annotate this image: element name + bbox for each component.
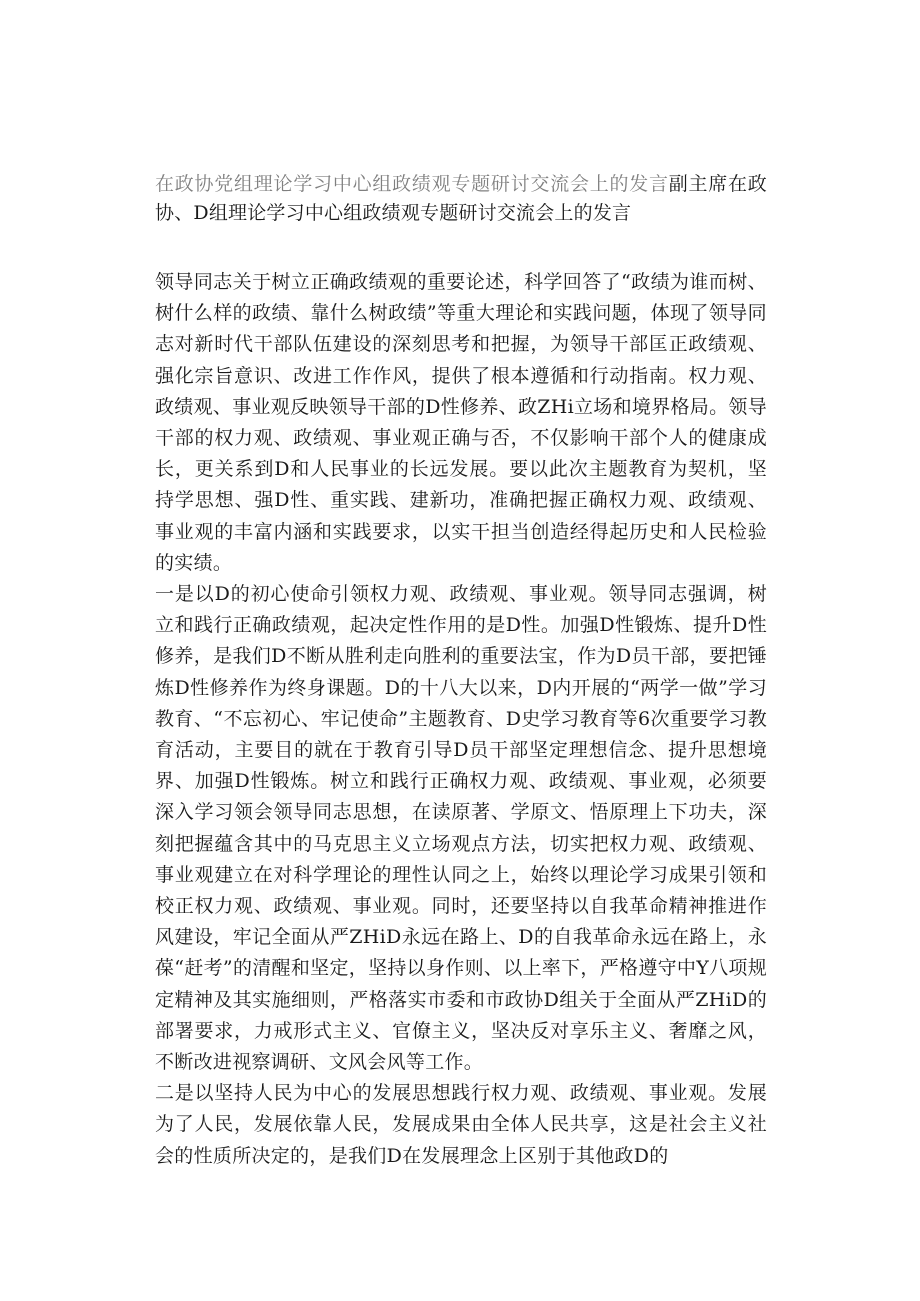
document-title <box>155 170 767 228</box>
paragraph-section-two: 二是以坚持人民为中心的发展思想践行权力观、政绩观、事业观。发展为了人民，发展依靠人民，发展成果由全体人民共享，这是社会主义社会的性质所决定的，是我们D在发展理念上区别于其他政D的 <box>155 1082 767 1167</box>
paragraph-intro: 领导同志关于树立正确政绩观的重要论述，科学回答了“政绩为谁而树、树什么样的政绩、靠什么树政绩”等重大理论和实践问题，体现了领导同志对新时代干部队伍建设的深刻思考和把握，为领导干部匡正政绩观、强化宗旨意识、改进工作作风，提供了根本遵循和行动指南。权力观、政绩观、事业观反映领导干部的D性修养、政ZHi立场和境界格局。领导干部的权力观、政绩观、事业观正确与否，不仅影响干部个人的健康成长，更关系到D和人民事业的长远发展。要以此次主题教育为契机，坚持学思想、强D性、重实践、建新功，准确把握正确权力观、政绩观、事业观的丰富内涵和实践要求，以实干担当创造经得起历史和人民检验的实绩。 <box>155 271 767 574</box>
document-body <box>155 170 767 1172</box>
title-text: 副主席在政协、D组理论学习中心组政绩观专题研讨交流会上的发言 <box>155 173 767 224</box>
paragraph-section-one: 一是以D的初心使命引领权力观、政绩观、事业观。领导同志强调，树立和践行正确政绩观，起决定性作用的是D性。加强D性锻炼、提升D性修养，是我们D不断从胜利走向胜利的重要法宝，作为D员干部，要把锤炼D性修养作为终身课题。D的十八大以来，D内开展的“两学一做”学习教育、“不忘初心、牢记使命”主题教育、D史学习教育等6次重要学习教育活动，主要目的就在于教育引导D员干部坚定理想信念、提升思想境界、加强D性锻炼。树立和践行正确权力观、政绩观、事业观，必须要深入学习领会领导同志思想，在读原著、学原文、悟原理上下功夫，深刻把握蕴含其中的马克思主义立场观点方法，切实把权力观、政绩观、事业观建立在对科学理论的理性认同之上，始终以理论学习成果引领和校正权力观、政绩观、事业观。同时，还要坚持以自我革命精神推进作风建设，牢记全面从严ZHiD永远在路上、D的自我革命永远在路上，永葆“赶考”的清醒和坚定，坚持以身作则、以上率下，严格遵守中Y八项规定精神及其实施细则，严格落实市委和市政协D组关于全面从严ZHiD的部署要求，力戒形式主义、官僚主义，坚决反对享乐主义、奢靡之风，不断改进视察调研、文风会风等工作。 <box>155 583 767 1074</box>
title-link[interactable]: 在政协党组理论学习中心组政绩观专题研讨交流会上的发言 <box>155 173 669 195</box>
